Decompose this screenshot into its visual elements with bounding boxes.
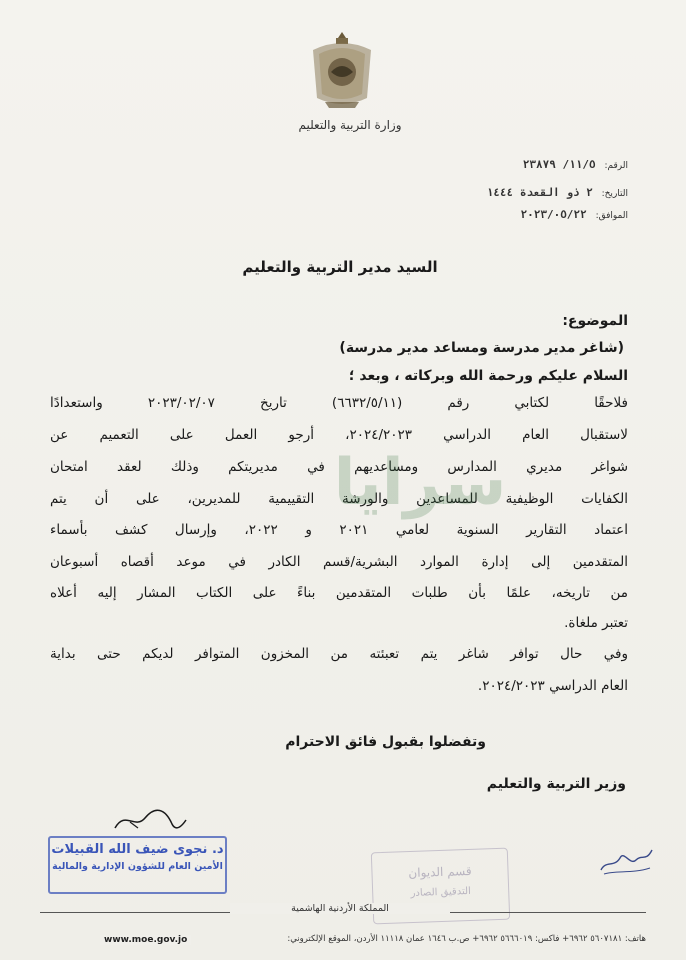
- jordan-coat-of-arms-icon: [305, 28, 379, 112]
- body-line: المتقدمين إلى إدارة الموارد البشرية/قسم الكادر في موعد أقصاه أسبوعان: [50, 554, 628, 570]
- gregorian-date: [448, 208, 628, 221]
- body-line: فلاحقًا لكتابي رقم (٦٦٣٢/٥/١١) تاريخ ٢٠٢٣/٠٢/٠٧ واستعدادًا: [50, 395, 628, 411]
- date-label: التاريخ:: [601, 189, 628, 199]
- official-stamp: [48, 836, 227, 894]
- corresponding-label: الموافق:: [595, 211, 628, 221]
- body-line: وفي حال توافر شاغر يتم تعبئته من المخزون المتوافر لديكم حتى بداية: [50, 646, 628, 662]
- ref-label: الرقم:: [604, 161, 628, 171]
- recipient: السيد مدير التربية والتعليم: [242, 258, 438, 276]
- footer-contact: هاتف: ٥٦٠٧١٨١ ٦٩٦٢+ فاكس: ٥٦٦٦٠١٩ ٦٩٦٢+ ص.ب ١٦٤٦ عمان ١١١١٨ الأردن، الموقع الإلكتروني:: [287, 934, 646, 944]
- diwan-stamp-line: التدقيق الصادر: [410, 885, 472, 900]
- watermark-logo: سرايا: [333, 446, 507, 520]
- ministry-header-text: وزارة التربية والتعليم: [298, 118, 402, 132]
- subject-text: (شاغر مدير مدرسة ومساعد مدير مدرسة): [339, 340, 624, 356]
- body-line: تعتبر ملغاة.: [564, 615, 628, 631]
- stamp-role: الأمين العام للشؤون الإدارية والمالية: [52, 861, 223, 872]
- closing-line: وتفضلوا بقبول فائق الاحترام: [285, 734, 486, 750]
- body-line: الكفايات الوظيفية للمساعدين والورشة التقييمية للمديرين، على أن يتم: [50, 491, 628, 507]
- body-line: من تاريخه، علمًا بأن طلبات المتقدمين بناءً على الكتاب المشار إليه أعلاه: [50, 585, 628, 601]
- footer-kingdom: المملكة الأردنية الهاشمية: [230, 903, 450, 914]
- handwritten-signature-icon: [110, 800, 190, 840]
- body-line: لاستقبال العام الدراسي ٢٠٢٤/٢٠٢٣، أرجو العمل على التعميم عن: [50, 427, 628, 443]
- greeting: السلام عليكم ورحمة الله وبركاته ، وبعد ؛: [348, 368, 628, 384]
- body-line: اعتماد التقارير السنوية لعامي ٢٠٢١ و ٢٠٢٢، وإرسال كشف بأسماء: [50, 522, 628, 538]
- diwan-stamp-line: قسم الديوان: [408, 863, 472, 881]
- stamp-name: د. نجوى ضيف الله القبيلات: [51, 842, 224, 857]
- body-line: شواغر مديري المدارس ومساعديهم في مديريتكم وذلك لعقد امتحان: [50, 459, 628, 475]
- hijri-date: [448, 186, 628, 199]
- reference-number: [448, 158, 628, 171]
- body-line: العام الدراسي ٢٠٢٤/٢٠٢٣.: [477, 678, 628, 694]
- initials-signature-icon: [596, 840, 656, 880]
- corresponding-value: ٢٠٢٣/٠٥/٢٢: [520, 208, 587, 221]
- signer-title: وزير التربية والتعليم: [486, 776, 626, 792]
- subject-label: الموضوع:: [562, 313, 628, 329]
- date-value: ٢ ذو القعدة ١٤٤٤: [486, 186, 593, 199]
- footer-website-link[interactable]: www.moe.gov.jo: [100, 935, 191, 945]
- ref-value: ١١/٥/ ٢٣٨٧٩: [522, 158, 596, 171]
